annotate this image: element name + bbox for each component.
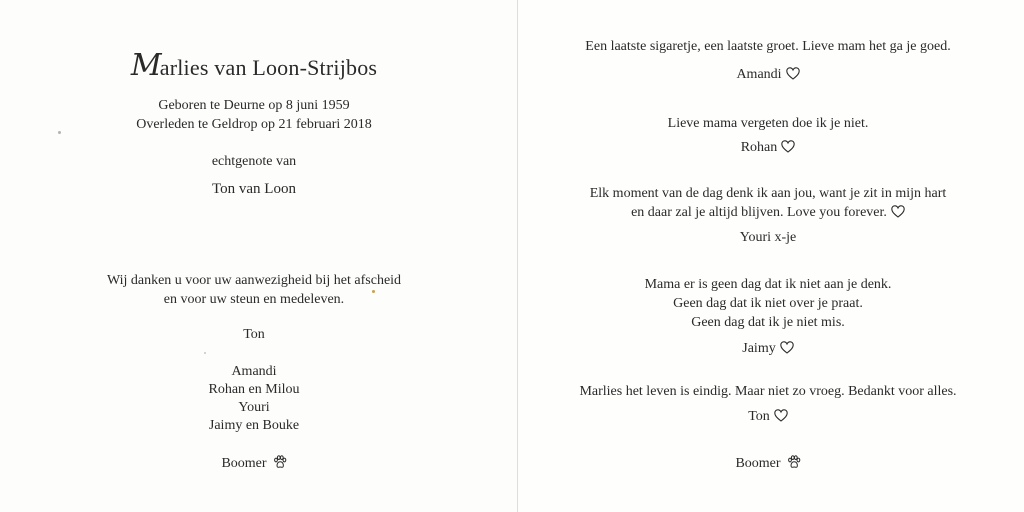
message-line-with-heart [518,204,1018,222]
family-member: Youri [238,400,270,415]
message-author: Jaimy [742,341,776,356]
name-initial: M [130,48,162,83]
message-line: Elk moment van de dag denk ik aan jou, want je zit in mijn hart [589,186,947,201]
paw-print-icon [273,455,287,469]
message-signature [518,340,1018,358]
heart-outline-icon [786,67,800,80]
message-author: Ton [748,409,770,424]
pet-name: Boomer [735,456,781,471]
heart-outline-icon [781,140,795,153]
message-line: Geen dag dat ik niet over je praat. [673,296,863,311]
pet-name: Boomer [221,456,267,471]
spouse-label: echtgenote van [211,154,297,169]
spouse-name: Ton van Loon [212,181,296,197]
deceased-name [0,48,508,83]
message-signature [518,66,1018,84]
message-line: Lieve mama vergeten doe ik je niet. [667,116,869,131]
thanks-line-1: Wij danken u voor uw aanwezigheid bij het afscheid [106,273,402,288]
name-rest: arlies van Loon-Strijbos [159,55,378,80]
thanks-line-2: en voor uw steun en medeleven. [163,292,345,307]
pet-signature [0,455,508,473]
heart-outline-icon [891,205,905,218]
message-author: Amandi [736,67,782,82]
signature-ton: Ton [243,327,265,342]
paper-speck [204,352,206,354]
message-author: Rohan [740,140,778,155]
message-line: Marlies het leven is eindig. Maar niet zo vroeg. Bedankt voor alles. [579,384,957,399]
message-signature [518,139,1018,157]
message-line: Een laatste sigaretje, een laatste groet. Lieve mam het ga je goed. [585,39,951,54]
family-member: Jaimy en Bouke [208,418,300,433]
paw-print-icon [787,455,801,469]
message-signature [518,408,1018,426]
paper-speck [58,131,61,134]
right-page [518,0,1024,512]
death-line: Overleden te Geldrop op 21 februari 2018 [136,117,372,132]
heart-outline-icon [780,341,794,354]
birth-line: Geboren te Deurne op 8 juni 1959 [158,98,350,113]
message-line: en daar zal je altijd blijven. Love you forever. [631,205,887,220]
family-member: Amandi [231,364,277,379]
family-member: Rohan en Milou [208,382,300,397]
message-author: Youri x-je [739,230,797,245]
paper-speck [372,290,375,293]
message-line: Mama er is geen dag dat ik niet aan je denk. [644,277,892,292]
pet-signature [518,455,1018,473]
heart-outline-icon [774,409,788,422]
message-line: Geen dag dat ik je niet mis. [691,315,845,330]
